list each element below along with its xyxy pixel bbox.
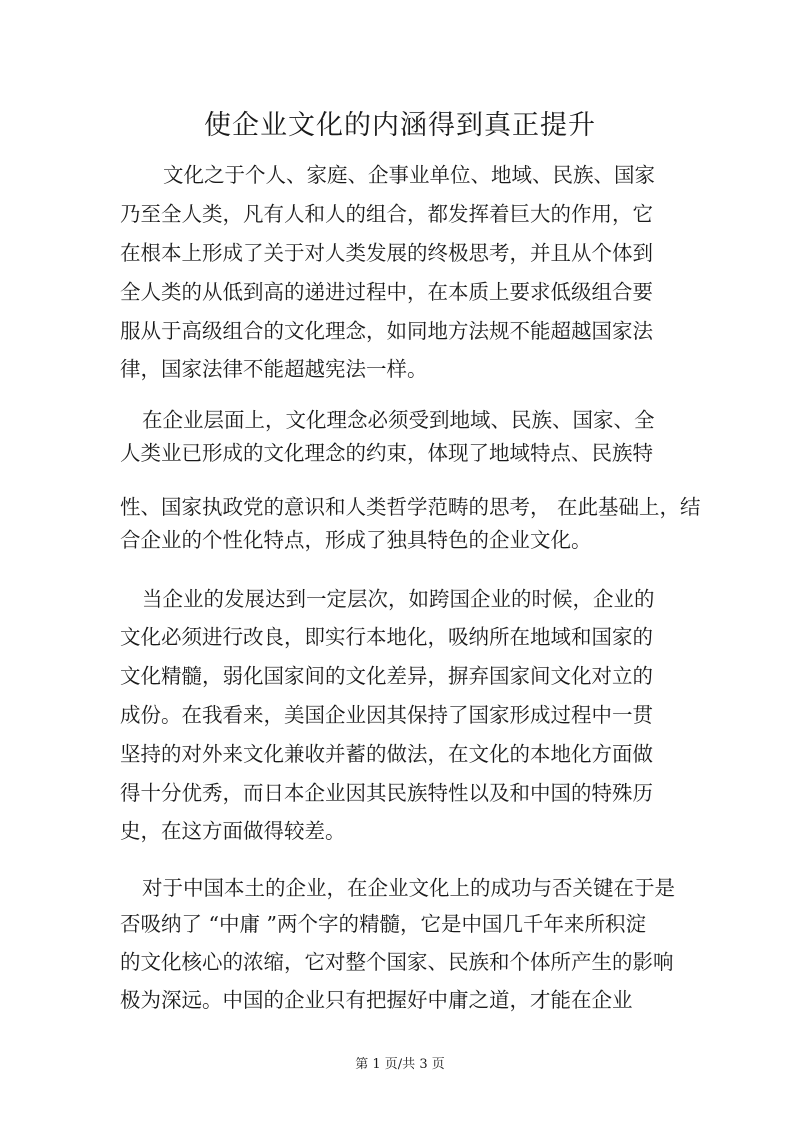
paragraph-4-line-1: 对于中国本土的企业，在企业文化上的成功与否关键在于是 [142,876,675,900]
paragraph-3-line-2: 文化必须进行改良，即实行本地化，吸纳所在地域和国家的 [120,625,653,649]
paragraph-1-line-2: 乃至全人类，凡有人和人的组合，都发挥着巨大的作用，它 [120,202,653,226]
paragraph-1-line-4: 全人类的从低到高的递进过程中，在本质上要求低级组合要 [120,280,653,304]
paragraph-4-line-4: 极为深远。中国的企业只有把握好中庸之道，才能在企业 [120,988,633,1012]
paragraph-1-line-6: 律，国家法律不能超越宪法一样。 [120,357,428,381]
paragraph-2-line-4: 合企业的个性化特点，形成了独具特色的企业文化。 [120,528,592,552]
paragraph-1-line-1: 文化之于个人、家庭、企事业单位、地域、民族、国家 [163,163,655,187]
paragraph-3-line-7: 史，在这方面做得较差。 [120,819,346,843]
paragraph-1-line-3: 在根本上形成了关于对人类发展的终极思考，并且从个体到 [120,241,653,265]
paragraph-3-line-6: 得十分优秀，而日本企业因其民族特性以及和中国的特殊历 [120,781,653,805]
paragraph-2-line-3: 性、国家执政党的意识和人类哲学范畴的思考， 在此基础上，结 [120,495,701,519]
paragraph-2-line-2: 人类业已形成的文化理念的约束，体现了地域特点、民族特 [120,441,653,465]
paragraph-4-line-2: 否吸纳了 “中庸 ”两个字的精髓，它是中国几千年来所积淀 [120,912,646,936]
paragraph-3-line-1: 当企业的发展达到一定层次，如跨国企业的时候，企业的 [142,587,655,611]
paragraph-3-line-3: 文化精髓，弱化国家间的文化差异，摒弃国家间文化对立的 [120,664,653,688]
paragraph-2-line-1: 在企业层面上，文化理念必须受到地域、民族、国家、全 [142,408,655,432]
paragraph-3-line-5: 坚持的对外来文化兼收并蓄的做法，在文化的本地化方面做 [120,742,653,766]
page-number-footer: 第 1 页/共 3 页 [355,1057,445,1072]
paragraph-3-line-4: 成份。在我看来，美国企业因其保持了国家形成过程中一贯 [120,703,653,727]
paragraph-4-line-3: 的文化核心的浓缩，它对整个国家、民族和个体所产生的影响 [120,950,674,974]
paragraph-1-line-5: 服从于高级组合的文化理念，如同地方法规不能超越国家法 [120,319,653,343]
document-title: 使企业文化的内涵得到真正提升 [204,110,596,141]
